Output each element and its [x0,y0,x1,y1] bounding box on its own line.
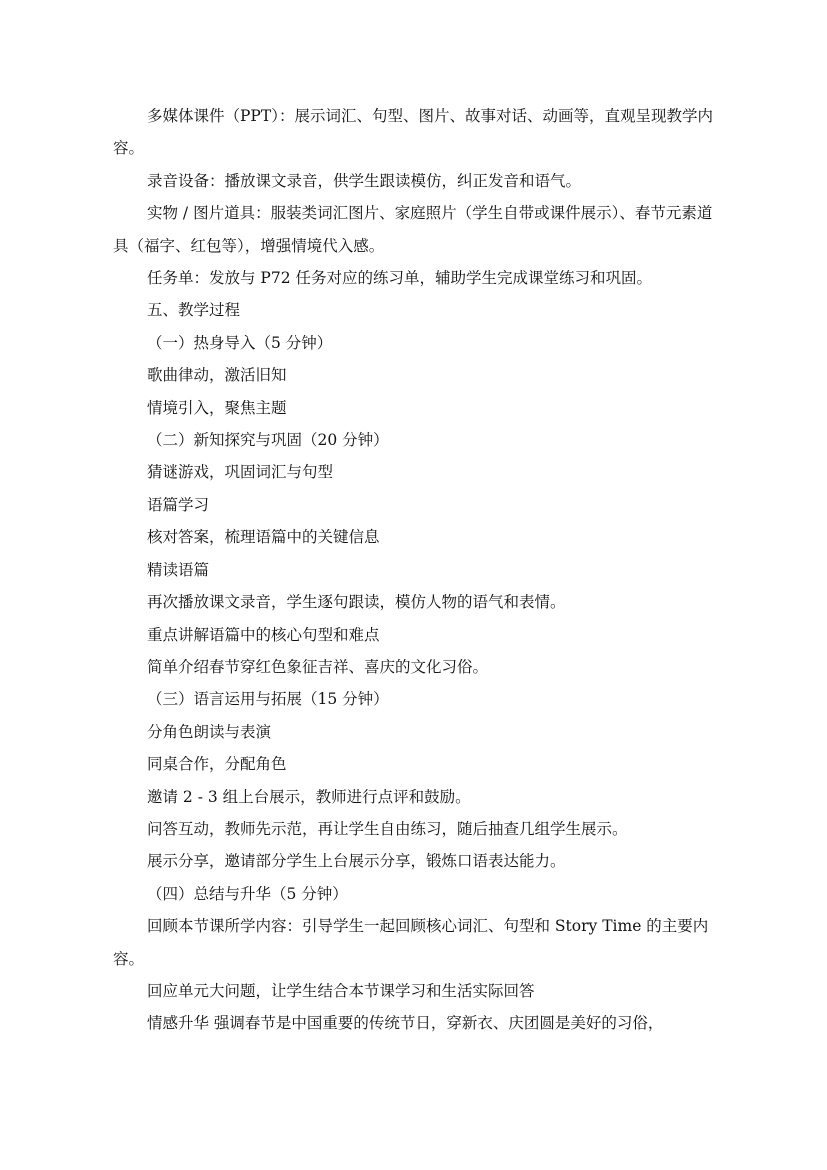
paragraph-group-show: 邀请 2 - 3 组上台展示，教师进行点评和鼓励。 [147,787,471,806]
section-heading-teaching-process: 五、教学过程 [147,301,241,320]
paragraph-intensive-reading: 精读语篇 [147,560,210,579]
paragraph-review: 回顾本节课所学内容：引导学生一起回顾核心词汇、句型和 Story Time 的主要内容。 [113,917,709,968]
paragraph-big-question: 回应单元大问题，让学生结合本节课学习和生活实际回答 [147,981,535,1000]
paragraph-task-sheet: 任务单：发放与 P72 任务对应的练习单，辅助学生完成课堂练习和巩固。 [147,269,653,288]
paragraph-context: 情境引入，聚焦主题 [147,398,287,417]
paragraph-multimedia: 多媒体课件（PPT）：展示词汇、句型、图片、故事对话、动画等，直观呈现教学内容。 [113,107,713,158]
subheading-warm-up: （一）热身导入（5 分钟） [147,333,333,352]
paragraph-audio-device: 录音设备：播放课文录音，供学生跟读模仿，纠正发音和语气。 [147,171,582,190]
subheading-summary: （四）总结与升华（5 分钟） [147,884,348,903]
paragraph-replay-audio: 再次播放课文录音，学生逐句跟读，模仿人物的语气和表情。 [147,593,566,612]
paragraph-riddle-game: 猜谜游戏，巩固词汇与句型 [147,463,334,482]
document-body [113,100,713,1040]
paragraph-sharing: 展示分享，邀请部分学生上台展示分享，锻炼口语表达能力。 [147,852,566,871]
paragraph-emotion: 情感升华 强调春节是中国重要的传统节日，穿新衣、庆团圆是美好的习俗， [147,1014,664,1033]
paragraph-pair-work: 同桌合作，分配角色 [147,755,287,774]
paragraph-check-answers: 核对答案，梳理语篇中的关键信息 [147,528,380,547]
subheading-language-use: （三）语言运用与拓展（15 分钟） [147,690,389,709]
paragraph-key-sentences: 重点讲解语篇中的核心句型和难点 [147,625,380,644]
paragraph-text-study: 语篇学习 [147,495,210,514]
subheading-new-knowledge: （二）新知探究与巩固（20 分钟） [147,431,389,450]
paragraph-role-reading: 分角色朗读与表演 [147,722,272,741]
paragraph-qa-interaction: 问答互动，教师先示范，再让学生自由练习，随后抽查几组学生展示。 [147,819,628,838]
paragraph-props: 实物 / 图片道具：服装类词汇图片、家庭照片（学生自带或课件展示）、春节元素道具（福字、红包等），增强情境代入感。 [113,204,713,255]
paragraph-culture: 简单介绍春节穿红色象征吉祥、喜庆的文化习俗。 [147,657,489,676]
paragraph-song: 歌曲律动，激活旧知 [147,366,287,385]
